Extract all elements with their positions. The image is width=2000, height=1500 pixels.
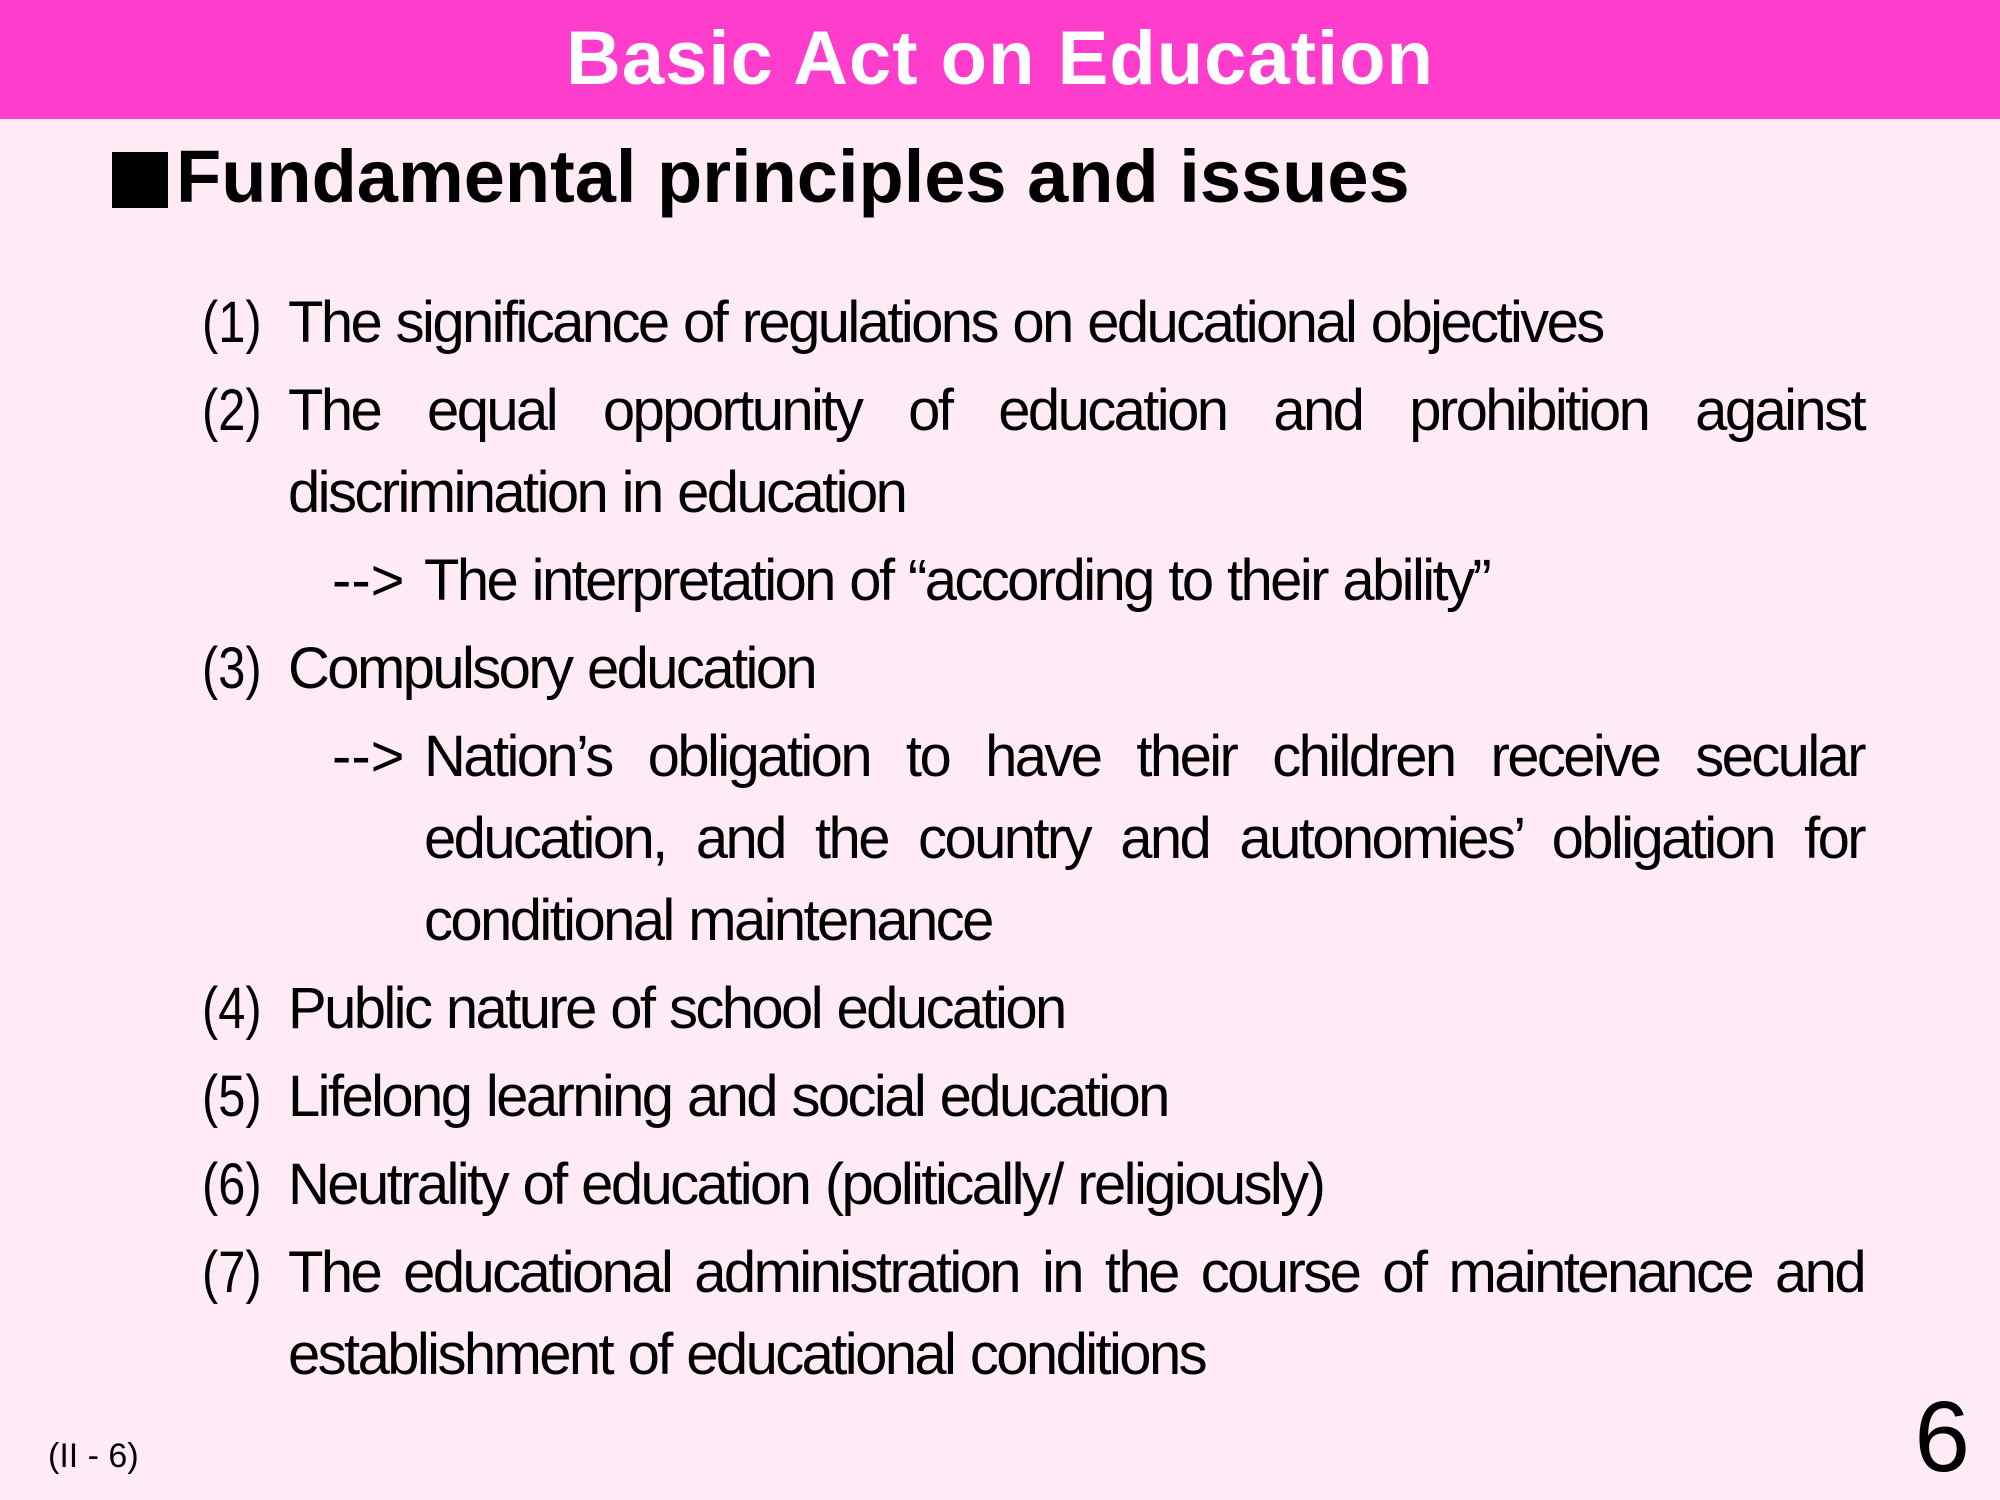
sub-item-2: [332, 540, 1864, 622]
sub-item-text: The interpretation of “according to their ability”: [424, 548, 1490, 613]
item-text: The equal opportunity of education and prohibition against discrimination in education: [288, 378, 1864, 525]
item-number: (3): [202, 636, 262, 701]
list-item-2: [202, 370, 1864, 534]
item-text: Public nature of school education: [288, 976, 1065, 1041]
list-item-1: [202, 282, 1864, 364]
item-number: (2): [202, 378, 262, 443]
item-number: (6): [202, 1152, 262, 1217]
item-text: The significance of regulations on educational objectives: [288, 290, 1603, 355]
square-bullet-icon: [112, 152, 168, 208]
section-heading-text: Fundamental principles and issues: [176, 135, 1410, 218]
list-item-3: [202, 628, 1864, 710]
arrow-marker: -->: [332, 724, 405, 789]
list-item-4: [202, 968, 1864, 1050]
item-text: Compulsory education: [288, 636, 816, 701]
principles-list: [202, 282, 1864, 1402]
slide-title: Basic Act on Education: [566, 16, 1434, 101]
item-number: (7): [202, 1240, 262, 1305]
arrow-marker: -->: [332, 548, 405, 613]
footer-reference: (II - 6): [48, 1437, 139, 1475]
item-text: Neutrality of education (politically/ religiously): [288, 1152, 1324, 1217]
page-number: 6: [1914, 1381, 1970, 1493]
item-number: (4): [202, 976, 262, 1041]
item-number: (1): [202, 290, 262, 355]
title-bar: [0, 0, 2000, 119]
item-number: (5): [202, 1064, 262, 1129]
sub-item-text: Nation’s obligation to have their children receive secular education, and the country and autonomies’ obligation for conditional maintenance: [424, 724, 1864, 953]
list-item-7: [202, 1232, 1864, 1396]
section-heading: [112, 132, 1410, 222]
sub-item-3: [332, 716, 1864, 962]
item-text: The educational administration in the course of maintenance and establishment of educational conditions: [288, 1240, 1864, 1387]
item-text: Lifelong learning and social education: [288, 1064, 1168, 1129]
list-item-6: [202, 1144, 1864, 1226]
list-item-5: [202, 1056, 1864, 1138]
